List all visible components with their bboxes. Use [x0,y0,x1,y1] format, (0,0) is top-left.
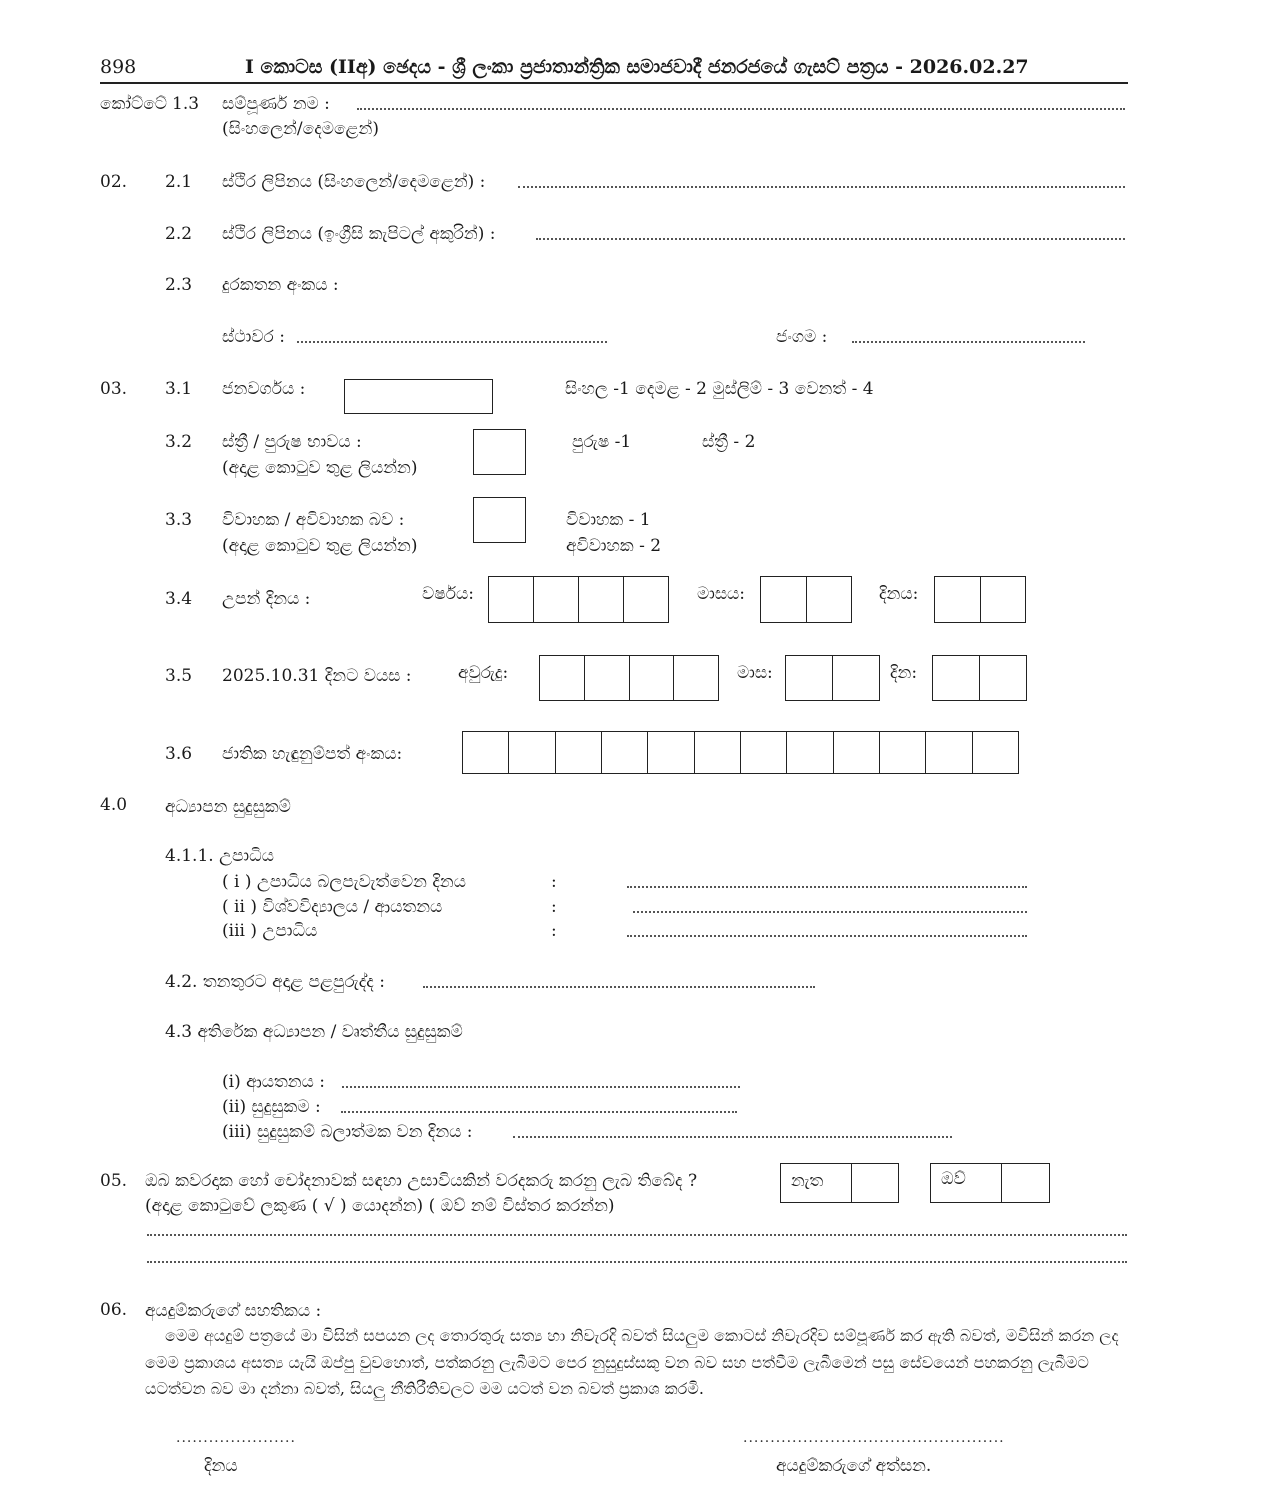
declaration-title: අයදුම්කරුගේ සහතිකය : [145,1301,322,1321]
signature-label: අයදුම්කරුගේ අත්සන. [776,1456,932,1476]
no-option-label: නැත [791,1171,824,1191]
section-number: 4.0 [100,795,128,815]
colon: : [551,872,557,892]
marital-label: විවාහක / අවිවාහක බව : [222,510,405,530]
degree-field[interactable] [627,935,1027,937]
page-number: 898 [100,56,137,78]
age-label: 2025.10.31 දිනට වයස : [222,666,412,686]
colon: : [551,897,557,917]
birth-day-label: දිනය: [879,584,919,604]
item-number: 3.1 [165,379,193,399]
extra-qualifications-title: 4.3 අතිරේක අධ්‍යාපන / වෘත්තීය සුදුසුකම් [165,1022,463,1042]
birth-year-label: වර්ෂය: [422,584,474,604]
office-prefix: කෝට්ටේ [100,94,167,114]
item-number: 3.5 [165,666,193,686]
item-number: 2.2 [165,224,193,244]
university-field[interactable] [633,911,1027,913]
degree-date-field[interactable] [627,886,1027,888]
header-rule [100,82,1128,84]
full-name-field[interactable] [357,108,1125,110]
age-months-boxes[interactable] [785,655,880,701]
address-sinhala-label: ස්ථිර ලිපිනය (සිංහලෙන්/දෙමළෙන්) : [222,172,486,192]
degree-label: (iii ) උපාධිය [222,921,318,941]
date-signature-line[interactable]: ...................... [176,1430,296,1446]
item-number: 1.3 [172,94,200,114]
age-days-boxes[interactable] [932,655,1027,701]
gender-box[interactable] [473,429,526,475]
phone-label: දුරකතන අංකය : [222,275,339,295]
nic-boxes[interactable] [462,731,1019,774]
qualification-label: (ii) සුදුසුකම : [222,1097,321,1117]
qualification-field[interactable] [341,1111,737,1113]
colon: : [551,921,557,941]
birth-year-boxes[interactable] [488,576,669,623]
item-number: 2.3 [165,275,193,295]
address-sinhala-field[interactable] [518,186,1125,188]
age-days-label: දින: [890,663,918,683]
page-header-title: I කොටස (IIඅ) ඡෙදය - ශ්‍රී ලංකා ප්‍රජාතාන්ත්‍රික සමාජවාදී ජනරජයේ ගැසට් පත්‍රය - 2026.02.27 [245,56,1029,78]
item-number: 3.4 [165,589,193,609]
gender-label: ස්ත්‍රී / පුරුෂ භාවය : [222,432,362,452]
married-option: විවාහක - 1 [566,510,651,530]
yes-option-label: ඔව් [941,1169,966,1189]
birth-month-boxes[interactable] [760,576,852,623]
full-name-label: සම්පූර්ණ නම : [222,94,330,114]
date-label: දිනය [204,1456,238,1476]
full-name-sub: (සිංහලෙන්/දෙමළෙන්) [222,119,379,139]
item-number: 2.1 [165,172,193,192]
ethnicity-box[interactable] [344,379,493,414]
education-title: අධ්‍යාපන සුදුසුකම් [165,797,291,817]
conviction-question: ඔබ කවරදාක හෝ චෝදනාවක් සඳහා උසාවියකින් වරදකරු කරනු ලැබ තිබේද ? [145,1171,698,1191]
unmarried-option: අවිවාහක - 2 [566,536,662,556]
age-years-boxes[interactable] [539,655,719,701]
section-number: 05. [100,1171,128,1191]
ethnicity-options: සිංහල -1 දෙමළ - 2 මුස්ලිම් - 3 වෙනත් - 4 [565,379,874,399]
nic-label: ජාතික හැඳුනුම්පත් අංකය: [222,744,403,764]
birthdate-label: උපන් දිනය : [222,589,311,609]
qualification-date-label: (iii) සුදුසුකම් බලාත්මක වන දිනය : [222,1122,473,1142]
section-number: 02. [100,172,128,192]
experience-label: 4.2. තනතුරට අදාළ පළපුරුද්ද : [165,972,385,992]
declaration-text [145,1323,1130,1403]
gender-female-option: ස්ත්‍රී - 2 [702,432,756,452]
gender-male-option: පුරුෂ -1 [572,432,632,452]
mobile-phone-label: ජංගම : [776,327,828,347]
section-number: 03. [100,379,128,399]
experience-field[interactable] [423,986,815,988]
birth-month-label: මාසය: [697,584,745,604]
university-label: ( ii ) විශ්වවිද්‍යාලය / ආයතනය [222,897,443,917]
mobile-phone-field[interactable] [852,341,1085,343]
qualification-date-field[interactable] [513,1136,952,1138]
fixed-phone-label: ස්ථාවර : [222,327,285,347]
item-number: 3.2 [165,432,193,452]
no-checkbox[interactable] [851,1163,899,1203]
age-years-label: අවුරුදු: [458,663,509,683]
yes-checkbox[interactable] [1001,1163,1050,1203]
declaration-paragraph: මෙම අයදුම් පත්‍රයේ මා විසින් සපයන ලද තොරතුරු සත්‍ය හා නිවැරදි බවත් සියලුම කොටස් නිවැරදිව සම්පූර්ණ කර ඇති බවත්, මවිසින් කරන ලද මෙම ප්‍රකාශය අසත්‍ය යැයි ඔප්පු වුවහොත්, පත්කරනු ලැබීමට පෙර නුසුදුස්සකු වන බව සහ පත්වීම ලැබීමෙන් පසු සේවයෙන් පහකරනු ලැබීමට යටත්වන බව මා දන්නා බවත්, සියලු නීතිරීතිවලට මම යටත් වන බවත් ප්‍රකාශ කරමි. [145,1326,1119,1398]
conviction-details-line-1[interactable] [147,1234,1127,1236]
institute-field[interactable] [342,1086,740,1088]
ethnicity-label: ජනවර්ගය : [222,379,306,399]
conviction-instruction: (අදාළ කොටුවේ ලකුණ ( √ ) යොදන්න) ( ඔව් නම් විස්තර කරන්න) [145,1196,615,1216]
age-months-label: මාස: [737,663,773,683]
birth-day-boxes[interactable] [934,576,1026,623]
item-number: 3.3 [165,510,193,530]
degree-title: 4.1.1. උපාධිය [165,846,274,866]
section-number: 06. [100,1300,128,1320]
gender-instruction: (අදාළ කොටුව තුළ ලියන්න) [222,458,418,478]
fixed-phone-field[interactable] [297,341,607,343]
address-english-field[interactable] [536,238,1125,240]
item-number: 3.6 [165,744,193,764]
conviction-details-line-2[interactable] [147,1261,1127,1263]
address-english-label: ස්ථිර ලිපිනය (ඉංග්‍රීසි කැපිටල් අකුරින්) : [222,224,496,244]
applicant-signature-line[interactable]: ................................................ [743,1430,1005,1446]
marital-box[interactable] [473,497,526,543]
institute-label: (i) ආයතනය : [222,1072,325,1092]
degree-date-label: ( i ) උපාධිය බලපැවැත්වෙන දිනය [222,872,466,892]
marital-instruction: (අදාළ කොටුව තුළ ලියන්න) [222,536,418,556]
